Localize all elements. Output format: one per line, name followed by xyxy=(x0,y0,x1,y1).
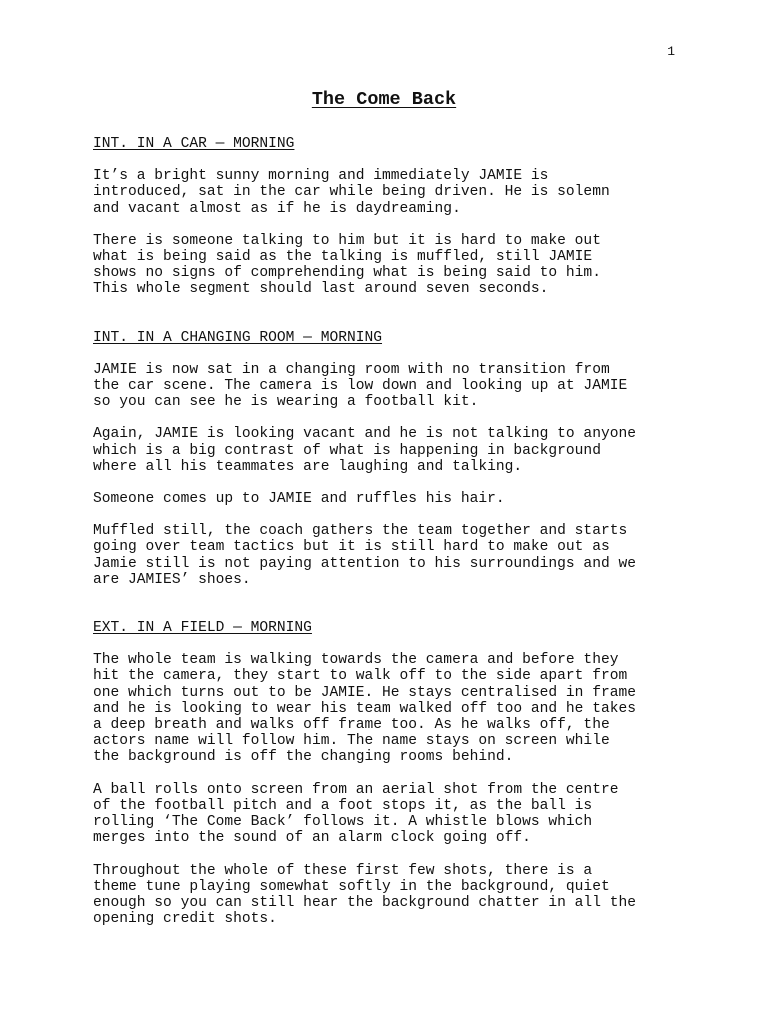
page-number: 1 xyxy=(667,44,675,59)
action-paragraph: A ball rolls onto screen from an aerial shot from the centre of the football pitch and a foot stops it, as the ball is rolling ‘The Come Back’ follows it. A whistle blows which merges into the sound of an alarm clock going off. xyxy=(93,781,619,847)
action-paragraph: There is someone talking to him but it is hard to make out what is being said as the talking is muffled, still JAMIE shows no signs of comprehending what is being said to him. This whole segment should last around seven seconds. xyxy=(93,232,601,298)
action-paragraph: Someone comes up to JAMIE and ruffles his hair. xyxy=(93,491,505,508)
scene-1 xyxy=(93,136,678,298)
script-title-container xyxy=(0,89,768,111)
script-body xyxy=(93,136,678,943)
script-title: The Come Back xyxy=(311,89,457,110)
scene-2 xyxy=(93,330,678,588)
action-paragraph: The whole team is walking towards the camera and before they hit the camera, they start to walk off to the side apart from one which turns out to be JAMIE. He stays centralised in frame and he is looking to wear his team walked off too and he takes a deep breath and walks off frame too. As he walks off, the actors name will follow him. The name stays on screen while the background is off the changing rooms behind. xyxy=(93,652,636,766)
scene-3 xyxy=(93,620,678,927)
action-paragraph: JAMIE is now sat in a changing room with no transition from the car scene. The camera is low down and looking up at JAMIE so you can see he is wearing a football kit. xyxy=(93,361,628,411)
scene-separator xyxy=(93,314,678,330)
action-paragraph: Again, JAMIE is looking vacant and he is not talking to anyone which is a big contrast of what is happening in background where all his teammates are laughing and talking. xyxy=(93,426,636,475)
scene-heading: INT. IN A CHANGING ROOM — MORNING xyxy=(93,329,383,346)
action-paragraph: Muffled still, the coach gathers the team together and starts going over team tactics but it is still hard to make out as Jamie still is not paying attention to his surroundings and we are JAMIES’ shoes. xyxy=(93,523,636,588)
scene-separator xyxy=(93,604,678,620)
scene-heading: INT. IN A CAR — MORNING xyxy=(93,136,295,152)
scene-heading: EXT. IN A FIELD — MORNING xyxy=(93,620,312,637)
action-paragraph: Throughout the whole of these first few shots, there is a theme tune playing somewhat softly in the background, quiet enough so you can still hear the background chatter in all the opening credit shots. xyxy=(93,862,636,928)
action-paragraph: It’s a bright sunny morning and immediately JAMIE is introduced, sat in the car while being driven. He is solemn and vacant almost as if he is daydreaming. xyxy=(93,168,610,217)
